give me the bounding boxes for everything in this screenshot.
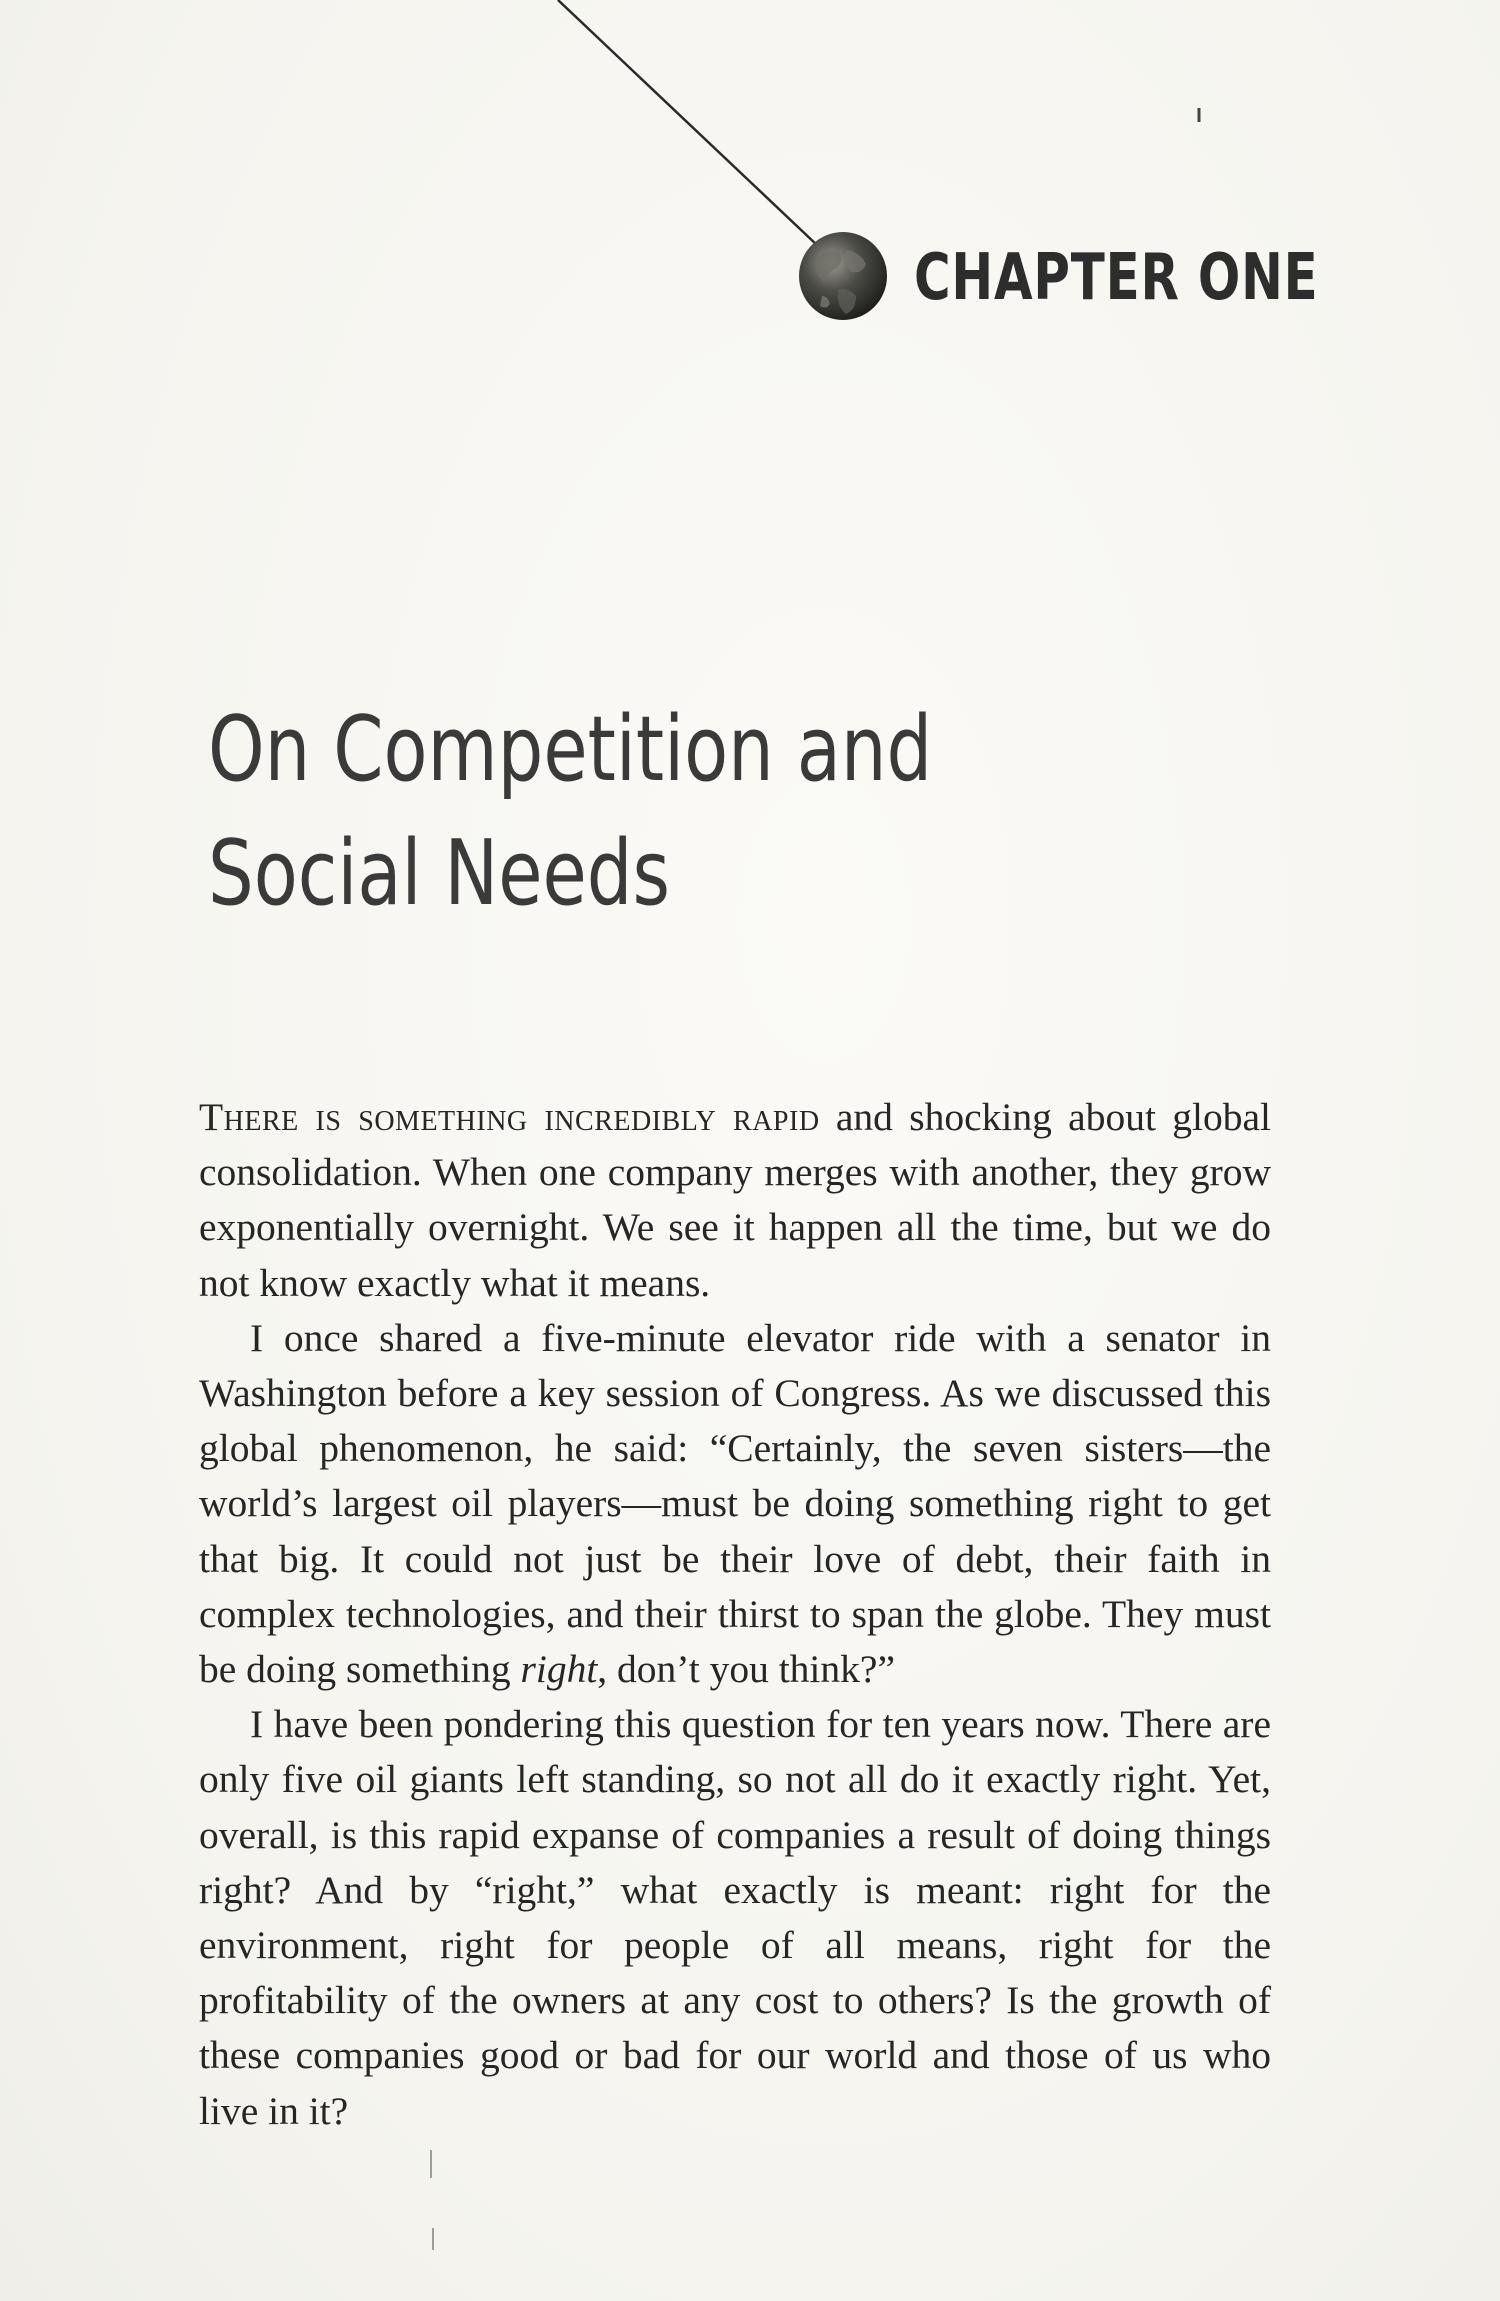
pendulum-string: [558, 0, 818, 246]
paragraph-2-text-start: I once shared a five-minute elevator ride with a senator in Washington before a key session of Congress. As we discussed this global phenomenon, he said: “Certainly, the seven sisters—the world’s largest oil players—must be doing something right to get that big. It could not just be their love of debt, their faith in complex technologies, and their thirst to span the globe. They must be doing something: [199, 1315, 1271, 1692]
paragraph-1: [199, 1090, 1271, 1311]
scan-mark: [430, 2150, 432, 2178]
chapter-title-line-1: On Competition and: [208, 697, 933, 802]
globe-icon: [799, 232, 887, 320]
chapter-body: [199, 1090, 1271, 2139]
paragraph-2-emphasis: right: [520, 1647, 598, 1692]
chapter-title: [208, 688, 932, 936]
pendulum-line-with-globe: [0, 0, 1500, 400]
paragraph-2: [199, 1311, 1271, 1697]
chapter-label: CHAPTER ONE: [914, 241, 1319, 315]
scan-mark: [432, 2228, 434, 2250]
paragraph-2-text-end: , don’t you think?”: [597, 1647, 895, 1692]
paragraph-1-text: and shocking about global consolidation. When one company merges with another, they grow exponentially overnight. We see it happen all the time, but we do not know exactly what it means.: [199, 1095, 1271, 1305]
paragraph-1-lead-in: There is something incredibly rapid: [199, 1095, 820, 1139]
paragraph-3: I have been pondering this question for ten years now. There are only five oil giants left standing, so not all do it exactly right. Yet, overall, is this rapid expanse of companies a result of doing things right? And by “right,” what exactly is meant: right for the environment, right for people of all means, right for the profitability of the owners at any cost to others? Is the growth of these companies good or bad for our world and those of us who live in it?: [199, 1702, 1271, 2133]
chapter-title-line-2: Social Needs: [208, 821, 671, 926]
